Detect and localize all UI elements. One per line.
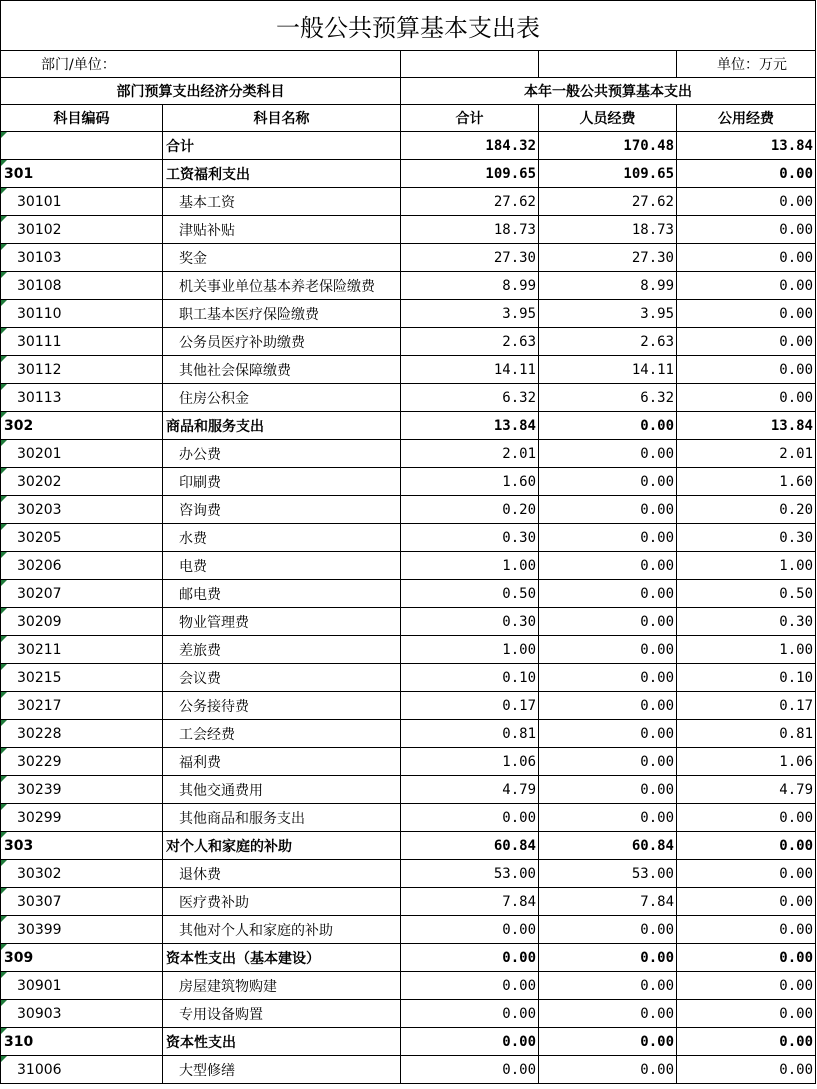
public-cell: 0.00	[677, 244, 816, 272]
header-code: 科目编码	[1, 105, 163, 132]
table-row	[1, 216, 816, 244]
table-row	[1, 468, 816, 496]
name-cell: 物业管理费	[163, 608, 401, 636]
public-cell: 0.30	[677, 524, 816, 552]
code-cell: 30209	[1, 608, 163, 636]
total-total-cell: 184.32	[401, 132, 539, 160]
table-row	[1, 748, 816, 776]
public-cell: 0.00	[677, 916, 816, 944]
code-cell: 30901	[1, 972, 163, 1000]
code-cell: 30202	[1, 468, 163, 496]
public-cell: 0.10	[677, 664, 816, 692]
code-cell: 30215	[1, 664, 163, 692]
total-cell: 2.63	[401, 328, 539, 356]
total-cell: 18.73	[401, 216, 539, 244]
total-public-cell: 13.84	[677, 132, 816, 160]
personnel-cell: 0.00	[539, 1028, 677, 1056]
total-cell: 3.95	[401, 300, 539, 328]
name-cell: 工会经费	[163, 720, 401, 748]
total-cell: 1.60	[401, 468, 539, 496]
public-cell: 1.00	[677, 636, 816, 664]
public-cell: 0.00	[677, 1056, 816, 1084]
table-row	[1, 272, 816, 300]
personnel-cell: 0.00	[539, 552, 677, 580]
name-cell: 印刷费	[163, 468, 401, 496]
public-cell: 1.60	[677, 468, 816, 496]
total-cell: 6.32	[401, 384, 539, 412]
code-cell: 30113	[1, 384, 163, 412]
name-cell: 资本性支出	[163, 1028, 401, 1056]
category-row	[1, 832, 816, 860]
table-row	[1, 776, 816, 804]
public-cell: 0.00	[677, 972, 816, 1000]
personnel-cell: 0.00	[539, 1000, 677, 1028]
total-name-cell: 合计	[163, 132, 401, 160]
code-cell: 309	[1, 944, 163, 972]
total-row	[1, 132, 816, 160]
total-cell: 27.30	[401, 244, 539, 272]
name-cell: 电费	[163, 552, 401, 580]
personnel-cell: 2.63	[539, 328, 677, 356]
name-cell: 医疗费补助	[163, 888, 401, 916]
table-row	[1, 440, 816, 468]
name-cell: 退休费	[163, 860, 401, 888]
total-cell: 27.62	[401, 188, 539, 216]
code-cell: 30108	[1, 272, 163, 300]
code-cell: 30103	[1, 244, 163, 272]
total-cell: 0.30	[401, 524, 539, 552]
public-cell: 0.00	[677, 804, 816, 832]
table-row	[1, 692, 816, 720]
name-cell: 公务接待费	[163, 692, 401, 720]
category-row	[1, 160, 816, 188]
code-cell: 30205	[1, 524, 163, 552]
table-row	[1, 1000, 816, 1028]
table-row	[1, 580, 816, 608]
header-personnel: 人员经费	[539, 105, 677, 132]
table-row	[1, 384, 816, 412]
total-cell: 0.17	[401, 692, 539, 720]
name-cell: 住房公积金	[163, 384, 401, 412]
personnel-cell: 0.00	[539, 972, 677, 1000]
personnel-cell: 27.62	[539, 188, 677, 216]
public-cell: 0.00	[677, 300, 816, 328]
total-cell: 13.84	[401, 412, 539, 440]
total-cell: 0.30	[401, 608, 539, 636]
public-cell: 1.06	[677, 748, 816, 776]
name-cell: 津贴补贴	[163, 216, 401, 244]
table-row	[1, 356, 816, 384]
code-cell: 30201	[1, 440, 163, 468]
name-cell: 邮电费	[163, 580, 401, 608]
code-cell: 30302	[1, 860, 163, 888]
code-cell: 301	[1, 160, 163, 188]
public-cell: 0.00	[677, 860, 816, 888]
table-row	[1, 916, 816, 944]
name-cell: 对个人和家庭的补助	[163, 832, 401, 860]
public-cell: 0.00	[677, 356, 816, 384]
code-cell: 30102	[1, 216, 163, 244]
table-row	[1, 972, 816, 1000]
name-cell: 房屋建筑物购建	[163, 972, 401, 1000]
name-cell: 商品和服务支出	[163, 412, 401, 440]
name-cell: 大型修缮	[163, 1056, 401, 1084]
personnel-cell: 7.84	[539, 888, 677, 916]
name-cell: 咨询费	[163, 496, 401, 524]
total-cell: 0.10	[401, 664, 539, 692]
public-cell: 0.00	[677, 160, 816, 188]
header-total: 合计	[401, 105, 539, 132]
public-cell: 0.00	[677, 188, 816, 216]
name-cell: 工资福利支出	[163, 160, 401, 188]
table-row	[1, 328, 816, 356]
name-cell: 办公费	[163, 440, 401, 468]
code-cell: 30399	[1, 916, 163, 944]
total-cell: 4.79	[401, 776, 539, 804]
code-cell: 30299	[1, 804, 163, 832]
total-cell: 0.00	[401, 916, 539, 944]
category-row	[1, 944, 816, 972]
public-cell: 4.79	[677, 776, 816, 804]
personnel-cell: 3.95	[539, 300, 677, 328]
table-row	[1, 496, 816, 524]
header-group-classification: 部门预算支出经济分类科目	[1, 78, 401, 105]
personnel-cell: 0.00	[539, 468, 677, 496]
code-cell: 30228	[1, 720, 163, 748]
total-cell: 2.01	[401, 440, 539, 468]
public-cell: 0.00	[677, 216, 816, 244]
code-cell: 30307	[1, 888, 163, 916]
name-cell: 其他社会保障缴费	[163, 356, 401, 384]
name-cell: 会议费	[163, 664, 401, 692]
personnel-cell: 53.00	[539, 860, 677, 888]
name-cell: 公务员医疗补助缴费	[163, 328, 401, 356]
code-cell: 30229	[1, 748, 163, 776]
total-cell: 1.00	[401, 552, 539, 580]
public-cell: 0.81	[677, 720, 816, 748]
public-cell: 0.00	[677, 944, 816, 972]
total-personnel-cell: 170.48	[539, 132, 677, 160]
personnel-cell: 0.00	[539, 944, 677, 972]
personnel-cell: 0.00	[539, 748, 677, 776]
public-cell: 0.30	[677, 608, 816, 636]
public-cell: 0.17	[677, 692, 816, 720]
personnel-cell: 0.00	[539, 412, 677, 440]
department-label: 部门/单位：	[1, 51, 401, 78]
table-row	[1, 720, 816, 748]
header-name: 科目名称	[163, 105, 401, 132]
name-cell: 奖金	[163, 244, 401, 272]
name-cell: 专用设备购置	[163, 1000, 401, 1028]
code-cell: 30110	[1, 300, 163, 328]
table-row	[1, 860, 816, 888]
total-cell: 7.84	[401, 888, 539, 916]
total-cell: 0.20	[401, 496, 539, 524]
code-cell: 31006	[1, 1056, 163, 1084]
total-cell: 53.00	[401, 860, 539, 888]
table-row	[1, 524, 816, 552]
public-cell: 0.00	[677, 888, 816, 916]
total-cell: 1.00	[401, 636, 539, 664]
public-cell: 1.00	[677, 552, 816, 580]
personnel-cell: 0.00	[539, 664, 677, 692]
public-cell: 0.00	[677, 1028, 816, 1056]
code-cell: 30239	[1, 776, 163, 804]
name-cell: 差旅费	[163, 636, 401, 664]
table-row	[1, 552, 816, 580]
table-row	[1, 888, 816, 916]
name-cell: 其他交通费用	[163, 776, 401, 804]
name-cell: 基本工资	[163, 188, 401, 216]
total-cell: 0.00	[401, 1028, 539, 1056]
total-cell: 109.65	[401, 160, 539, 188]
blank-cell	[401, 51, 539, 78]
code-cell: 302	[1, 412, 163, 440]
code-cell: 310	[1, 1028, 163, 1056]
personnel-cell: 0.00	[539, 804, 677, 832]
personnel-cell: 0.00	[539, 692, 677, 720]
header-group-expenditure: 本年一般公共预算基本支出	[401, 78, 816, 105]
table-row	[1, 804, 816, 832]
name-cell: 其他对个人和家庭的补助	[163, 916, 401, 944]
code-cell: 30111	[1, 328, 163, 356]
unit-label: 单位：万元	[677, 51, 816, 78]
category-row	[1, 1028, 816, 1056]
code-cell: 303	[1, 832, 163, 860]
personnel-cell: 0.00	[539, 776, 677, 804]
personnel-cell: 0.00	[539, 440, 677, 468]
code-cell: 30217	[1, 692, 163, 720]
personnel-cell: 6.32	[539, 384, 677, 412]
name-cell: 水费	[163, 524, 401, 552]
total-cell: 0.00	[401, 804, 539, 832]
personnel-cell: 0.00	[539, 720, 677, 748]
table-row	[1, 664, 816, 692]
header-public: 公用经费	[677, 105, 816, 132]
public-cell: 0.20	[677, 496, 816, 524]
table-row	[1, 188, 816, 216]
total-cell: 0.00	[401, 972, 539, 1000]
table-row	[1, 244, 816, 272]
table-row	[1, 1056, 816, 1084]
personnel-cell: 109.65	[539, 160, 677, 188]
category-row	[1, 412, 816, 440]
total-cell: 0.00	[401, 1000, 539, 1028]
total-cell: 14.11	[401, 356, 539, 384]
total-cell: 8.99	[401, 272, 539, 300]
blank-cell	[539, 51, 677, 78]
personnel-cell: 0.00	[539, 916, 677, 944]
code-cell: 30903	[1, 1000, 163, 1028]
total-cell: 1.06	[401, 748, 539, 776]
code-cell: 30211	[1, 636, 163, 664]
name-cell: 福利费	[163, 748, 401, 776]
personnel-cell: 18.73	[539, 216, 677, 244]
personnel-cell: 0.00	[539, 636, 677, 664]
total-cell: 0.00	[401, 944, 539, 972]
total-code-cell	[1, 132, 163, 160]
name-cell: 资本性支出（基本建设）	[163, 944, 401, 972]
table-row	[1, 636, 816, 664]
name-cell: 其他商品和服务支出	[163, 804, 401, 832]
public-cell: 0.00	[677, 832, 816, 860]
page-title: 一般公共预算基本支出表	[1, 1, 816, 51]
public-cell: 0.00	[677, 1000, 816, 1028]
name-cell: 职工基本医疗保险缴费	[163, 300, 401, 328]
public-cell: 2.01	[677, 440, 816, 468]
public-cell: 0.00	[677, 384, 816, 412]
public-cell: 0.50	[677, 580, 816, 608]
public-cell: 0.00	[677, 272, 816, 300]
total-cell: 0.00	[401, 1056, 539, 1084]
code-cell: 30206	[1, 552, 163, 580]
personnel-cell: 0.00	[539, 608, 677, 636]
personnel-cell: 60.84	[539, 832, 677, 860]
personnel-cell: 0.00	[539, 524, 677, 552]
public-cell: 13.84	[677, 412, 816, 440]
code-cell: 30207	[1, 580, 163, 608]
table-row	[1, 300, 816, 328]
code-cell: 30101	[1, 188, 163, 216]
total-cell: 0.50	[401, 580, 539, 608]
code-cell: 30112	[1, 356, 163, 384]
personnel-cell: 0.00	[539, 496, 677, 524]
total-cell: 60.84	[401, 832, 539, 860]
personnel-cell: 8.99	[539, 272, 677, 300]
public-cell: 0.00	[677, 328, 816, 356]
table-row	[1, 608, 816, 636]
personnel-cell: 0.00	[539, 1056, 677, 1084]
personnel-cell: 27.30	[539, 244, 677, 272]
personnel-cell: 14.11	[539, 356, 677, 384]
name-cell: 机关事业单位基本养老保险缴费	[163, 272, 401, 300]
personnel-cell: 0.00	[539, 580, 677, 608]
total-cell: 0.81	[401, 720, 539, 748]
code-cell: 30203	[1, 496, 163, 524]
